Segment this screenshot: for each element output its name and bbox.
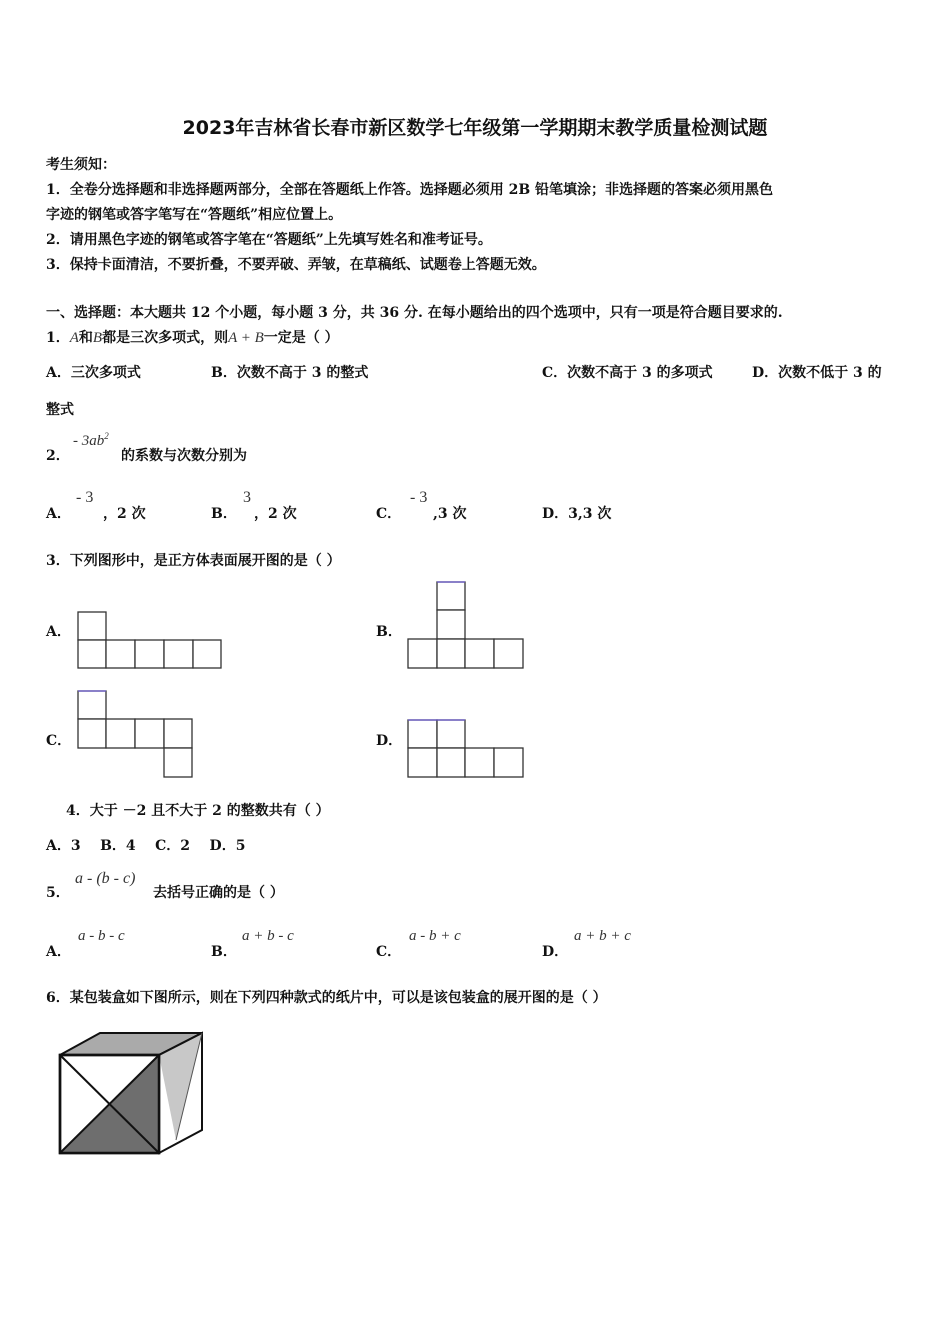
q1-option-d-cont: 整式 xyxy=(46,402,74,418)
q3-label-c: C． xyxy=(46,733,72,749)
q5-expr: a - (b - c) xyxy=(75,870,136,887)
notice-line-3: 3．保持卡面清洁，不要折叠，不要弄破、弄皱，在草稿纸、试题卷上答题无效。 xyxy=(46,257,546,273)
q5-number: 5． xyxy=(46,885,70,901)
q2-option-b-text: ，2 次 xyxy=(254,506,297,522)
page-title: 2023年吉林省长春市新区数学七年级第一学期期末教学质量检测试题 xyxy=(182,117,768,139)
q4-stem: 4．大于 －2 且不大于 2 的整数共有（ ） xyxy=(66,803,330,819)
q2-number: 2． xyxy=(46,448,70,464)
notice-line-1b: 字迹的钢笔或答字笔写在“答题纸”相应位置上。 xyxy=(46,207,343,223)
q1-expr: A + B xyxy=(228,330,264,346)
q2-option-c-label: C． xyxy=(376,506,402,522)
q5-option-d-label: D． xyxy=(542,944,569,960)
q1-and: 和 xyxy=(78,330,93,346)
q5-option-a-value: a - b - c xyxy=(78,928,125,944)
q5-text: 去括号正确的是（ ） xyxy=(153,885,284,901)
q2-option-c-value: - 3 xyxy=(410,489,428,506)
q3-net-c xyxy=(77,689,195,779)
q3-label-b: B． xyxy=(376,624,402,640)
q4-options: A．3 B．4 C．2 D．5 xyxy=(46,838,246,854)
q2-text: 的系数与次数分别为 xyxy=(121,448,247,464)
q3-label-d: D． xyxy=(376,733,403,749)
q3-label-a: A． xyxy=(46,624,71,640)
q2-option-b-label: B． xyxy=(211,506,237,522)
q1-option-a: A．三次多项式 xyxy=(46,365,141,381)
q5-option-a-label: A． xyxy=(46,944,71,960)
notice-line-2: 2．请用黑色字迹的钢笔或答字笔在“答题纸”上先填写姓名和准考证号。 xyxy=(46,232,492,248)
q6-box-figure xyxy=(56,1030,206,1158)
q3-net-d xyxy=(407,718,525,780)
q1-option-d: D．次数不低于 3 的 xyxy=(752,365,882,381)
q3-net-a xyxy=(77,610,223,670)
q1-option-c: C．次数不高于 3 的多项式 xyxy=(542,365,713,381)
q2-option-a-label: A． xyxy=(46,506,71,522)
q2-expr-sup: 2 xyxy=(104,431,109,441)
notice-line-1a: 1．全卷分选择题和非选择题两部分，全部在答题纸上作答。选择题必须用 2B 铅笔填涂；非选择题的答案必须用黑色 xyxy=(46,182,774,198)
q5-option-c-label: C． xyxy=(376,944,402,960)
q6-stem: 6．某包装盒如下图所示，则在下列四种款式的纸片中，可以是该包装盒的展开图的是（ ） xyxy=(46,990,607,1006)
q3-net-b xyxy=(407,580,525,670)
q2-expr xyxy=(73,431,109,450)
q5-option-d-value: a + b + c xyxy=(574,928,631,944)
q1-option-b: B．次数不高于 3 的整式 xyxy=(211,365,369,381)
q2-option-a-text: ，2 次 xyxy=(103,506,146,522)
q1-var-b: B xyxy=(92,330,103,346)
q1-stem xyxy=(46,327,339,347)
q2-option-b-value: 3 xyxy=(243,489,251,506)
q2-expr-base: - 3ab xyxy=(73,433,105,449)
q1-var-a: A xyxy=(69,330,79,346)
q2-option-d: D．3,3 次 xyxy=(542,506,612,522)
q1-text-2: 一定是（ ） xyxy=(263,330,339,346)
section-heading: 一、选择题：本大题共 12 个小题，每小题 3 分，共 36 分. 在每小题给出的四个选项中，只有一项是符合题目要求的. xyxy=(46,305,783,321)
q1-text-1: 都是三次多项式，则 xyxy=(102,330,229,346)
q2-option-c-text: ,3 次 xyxy=(433,506,467,522)
notice-heading: 考生须知： xyxy=(46,157,116,173)
q5-option-b-value: a + b - c xyxy=(242,928,294,944)
q1-number: 1． xyxy=(46,330,70,346)
q5-option-c-value: a - b + c xyxy=(409,928,461,944)
q2-option-a-value: - 3 xyxy=(76,489,94,506)
q5-option-b-label: B． xyxy=(211,944,237,960)
q3-stem: 3．下列图形中，是正方体表面展开图的是（ ） xyxy=(46,553,341,569)
